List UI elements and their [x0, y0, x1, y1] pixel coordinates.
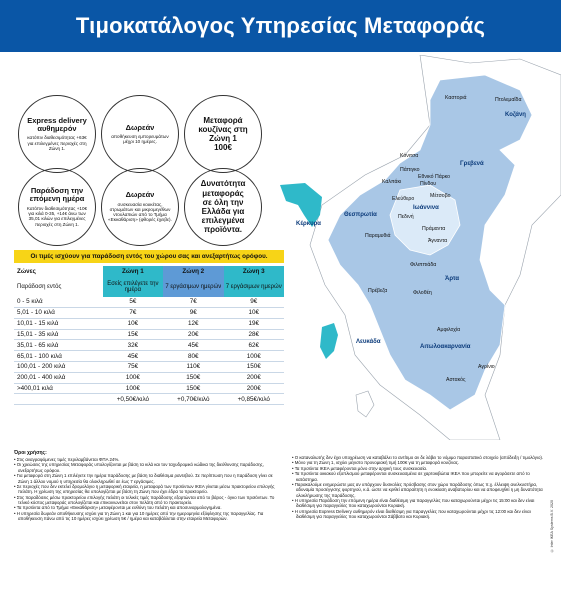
map-label: Άρτα	[445, 276, 460, 282]
terms-item: • Για μεταφορά στη Ζώνη 1 επιλέγετε την ημέρα παράδοσης με βάση τα διαθέσιμα ραντεβού. Σε περίπτωση που η παράδοση γίνει σε Ζώνη 1 άλλου νομού η υπηρεσία θα ολοκληρωθεί σε έως 7 εργάσιμες.	[14, 473, 284, 484]
circle-title: Δωρεάν	[125, 190, 155, 200]
zone-3-price: 19€	[224, 318, 284, 329]
zone-3-price: 9€	[224, 297, 284, 308]
zone-2-price: 150€	[163, 383, 223, 394]
table-row	[14, 351, 284, 362]
weight-cell: >400,01 κιλά	[14, 383, 103, 394]
zone-1-price: 32€	[103, 340, 163, 351]
map-label: Κοζάνη	[505, 112, 526, 118]
map-label: Πτολεμαΐδα	[495, 97, 522, 103]
terms-item: • Τα προϊόντα ΙΚΕΑ μεταφέρονται μόνο στην αρχική τους συσκευασία.	[292, 466, 544, 471]
map-label: Πάπιγκο	[400, 167, 420, 173]
terms-item: • Μόνο για τη Ζώνη 1, ισχύει μέγιστο προνομιακή τιμή 100€ για τη μεταφορά κουζίνας.	[292, 460, 544, 465]
circle-text: συσκευασία κουκέτας, στρωμάτων και μικρομεγέθων ντουλαπιών από το Τμήμα «Εκκαθάριση» (φθορές έχειβε).	[108, 201, 172, 223]
weight-cell: 5,01 - 10 κιλά	[14, 308, 103, 319]
zone-2-price: 20€	[163, 329, 223, 340]
table-row	[14, 383, 284, 394]
zone-3-price: 150€	[224, 362, 284, 373]
terms-item: • Ο καταναλωτής δεν έχει υποχρέωση να καταβάλει το αντίτιμο αν δε λάβει το νόμιμο παραστατικό στοιχείο (απόδειξη / τιμολόγιο).	[292, 455, 544, 460]
map-label: Φιλιππιάδα	[410, 262, 437, 268]
zone-1-price: 100€	[103, 383, 163, 394]
price-banner: Οι τιμές ισχύουν για παράδοση εντός του χώρου σας και ανεξαρτήτως ορόφου.	[14, 250, 284, 263]
map-label: Εθνικό Πάρκο	[418, 174, 451, 180]
table-header-row	[14, 266, 284, 277]
map-label: Πεδινή	[398, 214, 414, 220]
zone-1-price: 5€	[103, 297, 163, 308]
page-title: Τιμοκατάλογος Υπηρεσίας Μεταφοράς	[75, 13, 486, 38]
terms-item: • Η υπηρεσία δωρεάν αποθήκευσης ισχύει για τη Ζώνη 1 και για 10 ημέρες από την ημερομηνία εξόφλησης της παραγγελίας. Για αποθήκευση πάνω από τις 10 ημέρες ισχύει χρέωση 5€ / ημέρα και καταβάλλεται στην εταιρεία Μεταφορών.	[14, 511, 284, 522]
zone-3-price: +0,85€/κιλό	[224, 394, 284, 405]
express-delivery-circle	[18, 95, 96, 173]
weight-cell: 10,01 - 15 κιλά	[14, 318, 103, 329]
terms-item: • Παρακαλούμε ενημερώστε μας αν υπάρχουν δυσκολίες πρόσβασης στον χώρο παράδοσης όπως π.χ. έλλειψη ανελκυστήρα, αδυναμία προσέγγισης φορτηγού, κ.ά. ώστε να κριθεί απαραίτητη η ενοικίαση αναβατορίου και να αποφευχθεί η μη δυνατότητα ολοκλήρωσης της παράδοσης.	[292, 482, 544, 498]
map-label: Καλπάκι	[382, 179, 402, 185]
terms-item: • Τα προϊόντα οικιακού εξοπλισμού μεταφέρονται συσκευασμένα σε χαρτοκιβώτια ΙΚΕΑ που μπορείτε να αγοράσετε από το κατάστημα.	[292, 471, 544, 482]
delivery-within-label: Παράδοση εντός	[17, 283, 62, 290]
free-packaging-circle	[101, 168, 179, 246]
table-subheader-row	[14, 277, 284, 297]
terms-item: • Τα προϊόντα από το Τμήμα «Εκκαθάριση» μεταφέρονται με ευθύνη του πελάτη και αποσυναρμολογημένα.	[14, 505, 284, 510]
zone-2-price: +0,70€/κιλό	[163, 394, 223, 405]
weight-cell: 35,01 - 65 κιλά	[14, 340, 103, 351]
table-row	[14, 329, 284, 340]
price-table	[14, 266, 284, 405]
circle-title: Δυνατότητα μεταφοράς	[200, 179, 246, 198]
terms-list	[292, 455, 544, 520]
zones-label: Ζώνες	[17, 267, 36, 275]
map-label: Ελεύθερο	[392, 196, 415, 202]
map-label: Άγναντα	[428, 238, 448, 244]
terms-item: • Στις παραδόσεις μέσω πρακτορείου επιλογής πελάτη οι τελικές τιμές παράδοσης εξαρτώνται από το βάρος - όγκο των προϊόντων. Το τελικό κόστος μεταφοράς υπολογίζεται και επικοινωνείται στον πελάτη από το πρακτορείο.	[14, 495, 284, 506]
map-label: Λευκάδα	[356, 339, 381, 345]
map-label: Κόνιτσα	[400, 153, 419, 159]
circle-text: κατόπιν διαθεσιμότητας +63€ για επιλεγμένες περιοχές στη Ζώνη 1.	[27, 135, 87, 151]
table-row	[14, 297, 284, 308]
zone-2-price: 110€	[163, 362, 223, 373]
circle-title: Μεταφορά κουζίνας στη Ζώνη 1	[198, 115, 248, 143]
map-label: Γρεβενά	[460, 161, 484, 167]
map-label: Κέρκυρα	[296, 221, 321, 227]
zone-1-delivery: Εσείς επιλέγετε την ημέρα	[103, 277, 163, 297]
zone-2-price: 7€	[163, 297, 223, 308]
zone-3-price: 100€	[224, 351, 284, 362]
zone-3-price: 62€	[224, 340, 284, 351]
page-header	[0, 0, 561, 52]
terms-item: • Σε περιοχές που δεν εκτελεί δρομολόγιο η μεταφορική εταιρεία, η μεταφορά των προϊόντων ΙΚΕΑ γίνεται μέσω πρακτορείου επιλογής πελάτη. Η χρέωση της υπηρεσίας θα υπολογίζεται με βάση τη Ζώνη που έχει έδρα το πρακτορείο.	[14, 484, 284, 495]
free-storage-circle	[101, 95, 179, 173]
zone-map	[270, 55, 561, 440]
map-label: Φιλοθέη	[413, 290, 432, 296]
greece-delivery-circle	[184, 168, 262, 246]
zone-2-header: Ζώνη 2	[163, 266, 223, 277]
map-label: Πρέβεζα	[368, 288, 388, 294]
map-label: Πίνδου	[420, 181, 437, 187]
zone-3-delivery: 7 εργάσιμων ημερών	[224, 277, 284, 297]
circle-text: σε όλη την Ελλάδα για επιλεγμένα προϊόντα.	[201, 197, 245, 235]
zone-2-price: 9€	[163, 308, 223, 319]
circle-text: αποθήκευση εμπορευμάτων μέχρι 10 ημέρες.	[111, 133, 169, 145]
table-row	[14, 308, 284, 319]
price-table-section	[14, 250, 284, 405]
table-row	[14, 362, 284, 373]
table-row	[14, 340, 284, 351]
map-label: Καστοριά	[445, 95, 467, 101]
zone-3-price: 200€	[224, 383, 284, 394]
lefkada-island	[320, 323, 338, 359]
zone-2-delivery: 7 εργάσιμων ημερών	[163, 277, 223, 297]
next-day-delivery-circle	[18, 168, 96, 246]
zone-3-header: Ζώνη 3	[224, 266, 284, 277]
zone-1-price: 10€	[103, 318, 163, 329]
map-label: Παραμυθιά	[365, 233, 391, 239]
zone-3-price: 200€	[224, 372, 284, 383]
zone-1-price: 75€	[103, 362, 163, 373]
map-label: Αιτωλοακαρνανία	[420, 344, 471, 350]
circle-title: Δωρεάν	[125, 122, 155, 132]
zone-1-price: 100€	[103, 372, 163, 383]
zone-3-price: 28€	[224, 329, 284, 340]
table-row	[14, 394, 284, 405]
map-label: Αγρίνιο	[478, 364, 495, 370]
map-label: Θεσπρωτία	[344, 212, 377, 218]
map-label: Αμφιλοχία	[437, 327, 461, 333]
weight-cell: 0 - 5 κιλά	[14, 297, 103, 308]
circle-title: Παράδοση την επόμενη ημέρα	[29, 186, 85, 204]
terms-item: • Στις αναγραφόμενες τιμές περιλαμβάνεται ΦΠΑ 24%.	[14, 457, 284, 462]
zone-1-price: +0,50€/κιλό	[103, 394, 163, 405]
zone-1-price: 45€	[103, 351, 163, 362]
zone-1-header: Ζώνη 1	[103, 266, 163, 277]
copyright-text: © Inter IKEA Systems B.V. 2020	[550, 500, 554, 553]
terms-item: • Η υπηρεσία Express Delivery αυθημερόν είναι διαθέσιμη για παραγγελίες που καταχωρούνται μέχρι τις 12:00 και δεν είναι διαθέσιμη για παραγγελίες που καταχωρούνται Σάββατο και Κυριακή.	[292, 509, 544, 520]
table-row	[14, 318, 284, 329]
terms-right	[292, 455, 544, 520]
weight-cell: 100,01 - 200 κιλά	[14, 362, 103, 373]
table-row	[14, 372, 284, 383]
weight-cell	[14, 394, 103, 405]
terms-title: Όροι χρήσης:	[14, 450, 47, 456]
circle-title: Express delivery αυθημερόν	[27, 115, 87, 134]
kitchen-delivery-circle	[184, 95, 262, 173]
terms-item: • Οι χρεώσεις της υπηρεσίας Μεταφοράς υπολογίζονται με βάση τα κιλά και τον ταχυδρομικό κώδικα της διεύθυνσης παράδοσης, ανεξαρτήτως ορόφου.	[14, 462, 284, 473]
zone-2-price: 80€	[163, 351, 223, 362]
terms-left	[14, 450, 284, 522]
weight-cell: 65,01 - 100 κιλά	[14, 351, 103, 362]
zone-1-price: 7€	[103, 308, 163, 319]
map-label: Μέτσοβο	[430, 193, 451, 199]
terms-item: • Η υπηρεσία Παράδοση την επόμενη ημέρα είναι διαθέσιμη για παραγγελίες που καταχωρούνται μέχρι τις 15:00 και δεν είναι διαθέσιμη για παραγγελίες που καταχωρούνται Κυριακή.	[292, 498, 544, 509]
zone-2-price: 45€	[163, 340, 223, 351]
zone-1-price: 15€	[103, 329, 163, 340]
circle-text: 100€	[214, 143, 232, 153]
zone-3-price: 10€	[224, 308, 284, 319]
circle-text: Κατόπιν διαθεσιμότητας +10€ για κιλά 0-35, +14€ άνω των 35,01 κιλών για επιλεγμένες περιοχές στη Ζώνη 1.	[26, 205, 88, 227]
weight-cell: 200,01 - 400 κιλά	[14, 372, 103, 383]
weight-cell: 15,01 - 35 κιλά	[14, 329, 103, 340]
terms-list	[14, 457, 284, 522]
map-label: Ιωάννινα	[413, 205, 439, 211]
zone-2-price: 12€	[163, 318, 223, 329]
island-outline	[356, 391, 374, 417]
map-label: Αστακός	[446, 377, 466, 383]
zone-2-price: 150€	[163, 372, 223, 383]
map-label: Πράμαντα	[422, 226, 446, 232]
